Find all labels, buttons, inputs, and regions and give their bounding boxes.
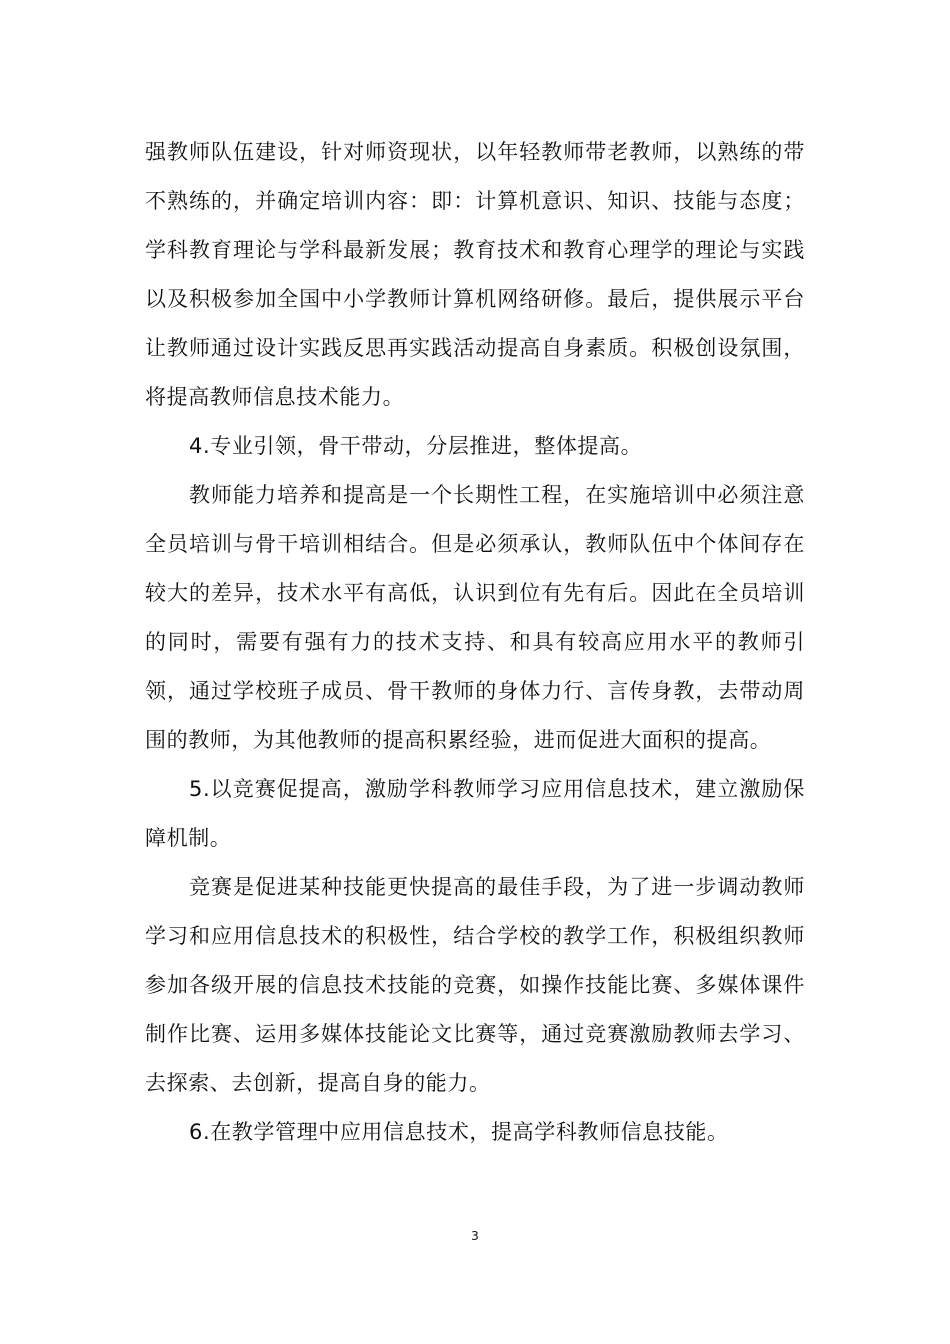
paragraph-item-4-heading: 4.专业引领，骨干带动，分层推进，整体提高。 (189, 434, 643, 458)
document-body (145, 128, 805, 1157)
page-number: 3 (471, 1229, 479, 1243)
paragraph-item-5-heading: 5.以竞赛促提高，激励学科教师学习应用信息技术，建立激励保障机制。 (145, 777, 805, 850)
paragraph-item-4-body: 教师能力培养和提高是一个长期性工程，在实施培训中必须注意全员培训与骨干培训相结合。但是必须承认，教师队伍中个体间存在较大的差异，技术水平有高低，认识到位有先有后。因此在全员培训的同时，需要有强有力的技术支持、和具有较高应用水平的教师引领，通过学校班子成员、骨干教师的身体力行、言传身教，去带动周围的教师，为其他教师的提高积累经验，进而促进大面积的提高。 (145, 483, 805, 752)
paragraph-continuation: 强教师队伍建设，针对师资现状，以年轻教师带老教师，以熟练的带不熟练的，并确定培训内容：即：计算机意识、知识、技能与态度；学科教育理论与学科最新发展；教育技术和教育心理学的理论与实践以及积极参加全国中小学教师计算机网络研修。最后，提供展示平台让教师通过设计实践反思再实践活动提高自身素质。积极创设氛围，将提高教师信息技术能力。 (145, 140, 805, 409)
paragraph-item-6-heading: 6.在教学管理中应用信息技术，提高学科教师信息技能。 (189, 1120, 729, 1144)
paragraph-item-5-body: 竞赛是促进某种技能更快提高的最佳手段，为了进一步调动教师学习和应用信息技术的积极性，结合学校的教学工作，积极组织教师参加各级开展的信息技术技能的竞赛，如操作技能比赛、多媒体课件制作比赛、运用多媒体技能论文比赛等，通过竞赛激励教师去学习、去探索、去创新，提高自身的能力。 (145, 875, 805, 1095)
